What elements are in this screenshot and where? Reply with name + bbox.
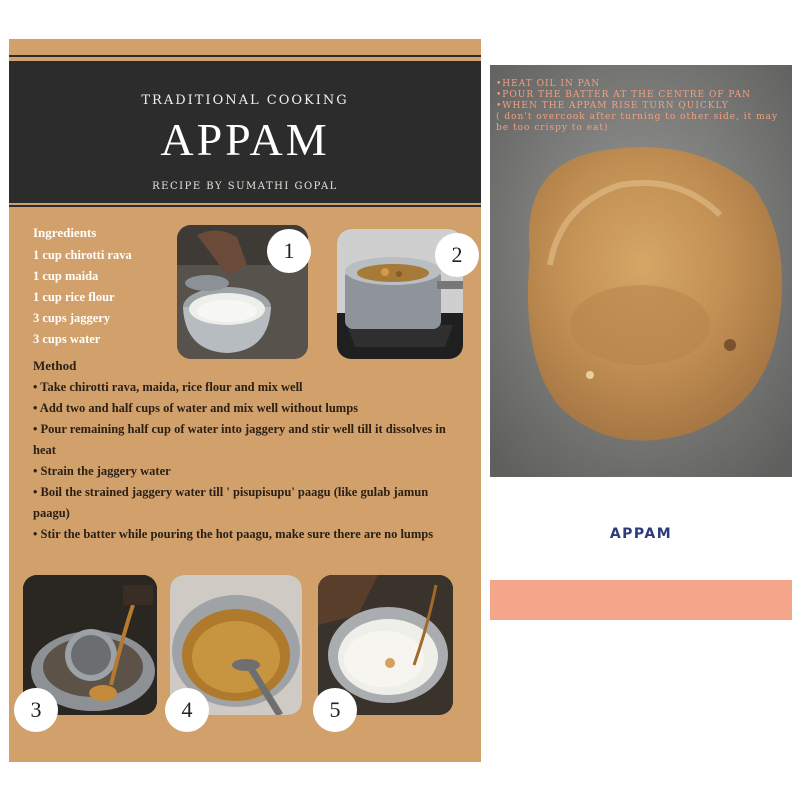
method-step: • Add two and half cups of water and mix well without lumps <box>33 401 359 415</box>
method-heading: Method <box>33 358 77 373</box>
method-list <box>33 377 465 545</box>
appam-photo-panel <box>490 65 792 477</box>
ingredient-item: 1 cup maida <box>33 269 99 283</box>
ingredient-item: 1 cup chirotti rava <box>33 248 132 262</box>
note-line: •HEAT OIL IN PAN <box>496 79 601 89</box>
method-step: • Pour remaining half cup of water into jaggery and stir well till it dissolves in heat <box>33 422 446 457</box>
cooking-notes <box>496 79 788 134</box>
recipe-header <box>9 61 481 203</box>
ingredient-item: 3 cups jaggery <box>33 311 111 325</box>
step-badge-1: 1 <box>267 229 311 273</box>
note-line: •POUR THE BATTER AT THE CENTRE OF PAN <box>496 90 752 100</box>
header-rule-top <box>9 55 481 57</box>
ingredient-item: 1 cup rice flour <box>33 290 115 304</box>
method-step: • Strain the jaggery water <box>33 464 171 478</box>
note-line: ( don't overcook after turning to other side, it may be too crispy to eat) <box>496 112 779 133</box>
recipe-title: APPAM <box>160 114 330 165</box>
caption-area <box>490 477 792 580</box>
ingredients-list <box>33 245 132 350</box>
note-line: •WHEN THE APPAM RISE TURN QUICKLY <box>496 101 729 111</box>
header-kicker: TRADITIONAL COOKING <box>141 93 349 108</box>
footer-bar <box>490 580 792 620</box>
step-badge-2: 2 <box>435 233 479 277</box>
method-step: • Stir the batter while pouring the hot paagu, make sure there are no lumps <box>33 527 434 541</box>
header-rule-bottom <box>9 205 481 207</box>
method-step: • Take chirotti rava, maida, rice flour and mix well <box>33 380 303 394</box>
method-step: • Boil the strained jaggery water till ' pisupisupu' paagu (like gulab jamun paagu) <box>33 485 429 520</box>
appam-caption: APPAM <box>609 526 673 542</box>
ingredients-heading: Ingredients <box>33 225 97 240</box>
step-badge-5: 5 <box>313 688 357 732</box>
recipe-card <box>9 39 481 762</box>
recipe-author: RECIPE BY SUMATHI GOPAL <box>152 181 338 192</box>
step-badge-3: 3 <box>14 688 58 732</box>
step-badge-4: 4 <box>165 688 209 732</box>
ingredient-item: 3 cups water <box>33 332 101 346</box>
